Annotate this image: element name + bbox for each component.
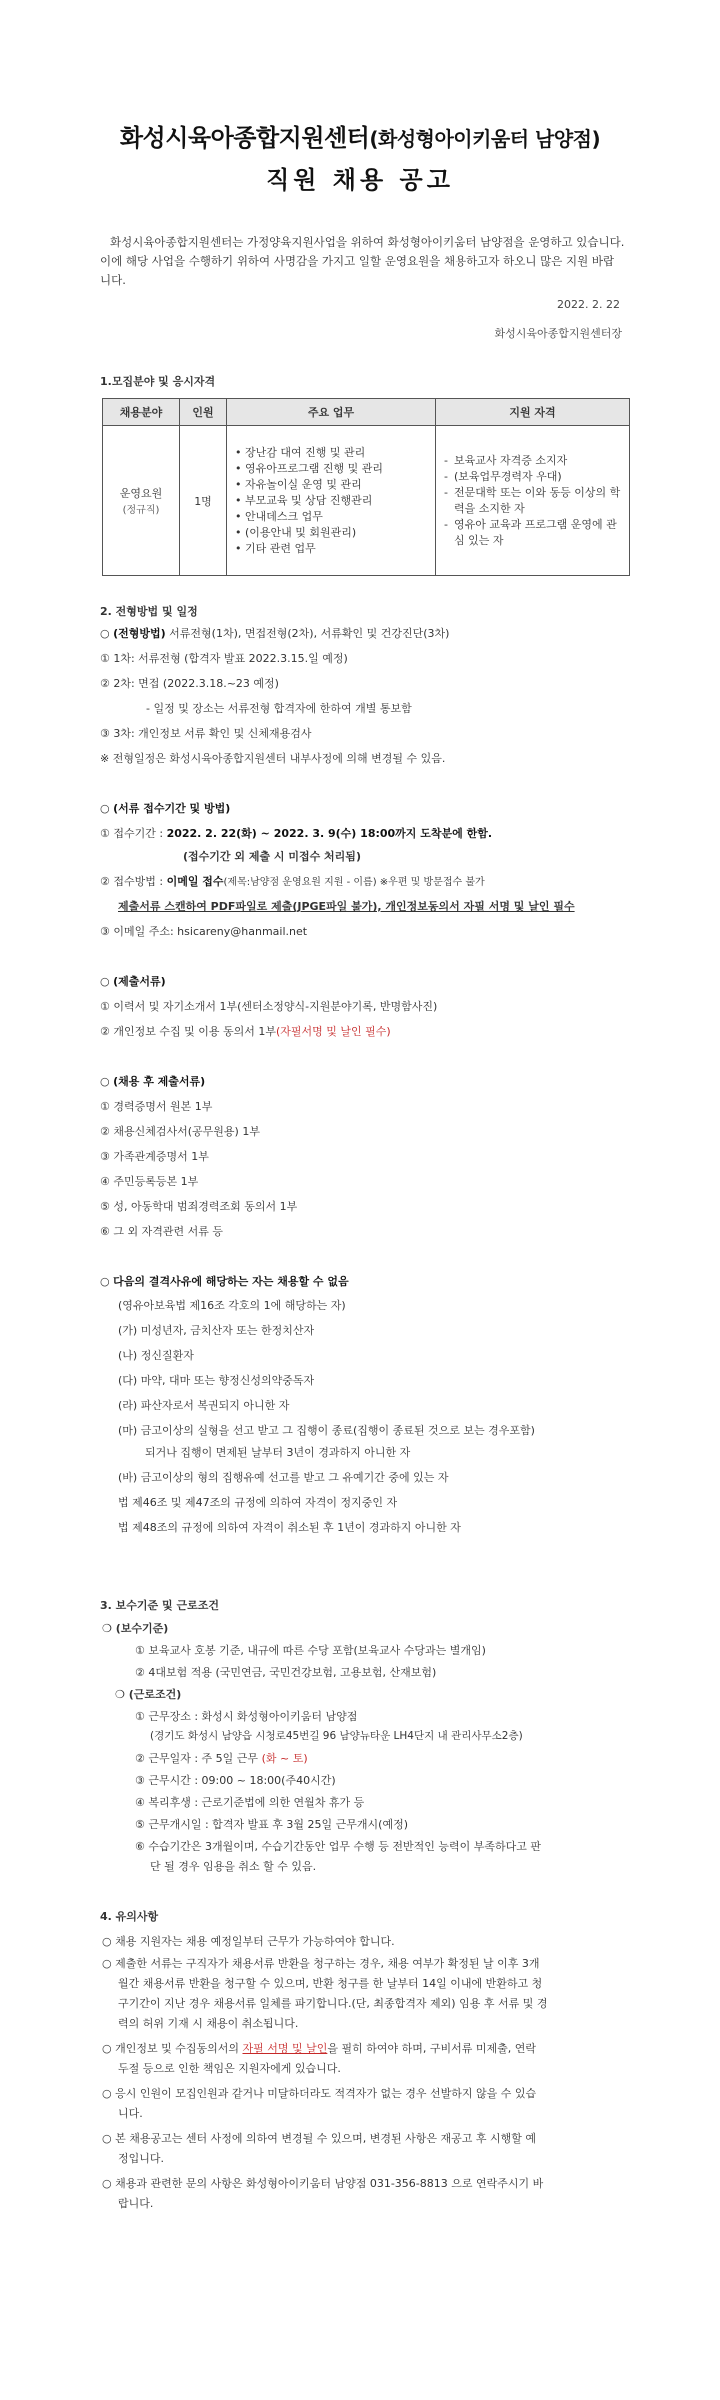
table-header-row <box>103 399 630 426</box>
table-header: 채용분야 <box>103 399 180 426</box>
text: 을 필히 하여야 하며, 구비서류 미제출, 연락 <box>327 2042 536 2055</box>
screening-method <box>100 625 449 641</box>
screening-note: ※ 전형일정은 화성시육아종합지원센터 내부사정에 의해 변경될 수 있음. <box>100 752 446 765</box>
document-item: ① 이력서 및 자기소개서 1부(센터소정양식-지원분야기록, 반명함사진) <box>100 1000 438 1013</box>
list-item: - 보육교사 자격증 소지자 <box>454 453 625 469</box>
list-item: • 장난감 대여 진행 및 관리 <box>245 445 431 461</box>
bullet: ○ <box>100 1275 114 1288</box>
bullet: ○ <box>100 1075 114 1088</box>
note-item: 니다. <box>118 2107 143 2120</box>
note-item: 랍니다. <box>118 2197 154 2210</box>
value: 이메일 접수 <box>166 875 224 888</box>
table-header: 지원 자격 <box>436 399 630 426</box>
list-item: (나) 정신질환자 <box>118 1349 194 1362</box>
submission-warning: 제출서류 스캔하여 PDF파일로 제출(JPGE파일 불가), 개인정보동의서 자필 서명 및 날인 필수 <box>118 900 575 913</box>
note-item: ○ 채용 지원자는 채용 예정일부터 근무가 가능하여야 합니다. <box>102 1935 395 1948</box>
list-item: - 전문대학 또는 이와 동등 이상의 학력을 소지한 자 <box>454 485 625 517</box>
duties-cell <box>227 426 436 576</box>
label: (채용 후 제출서류) <box>113 1075 206 1088</box>
list-item: ② 채용신체검사서(공무원용) 1부 <box>100 1125 260 1138</box>
title-sub: (화성형아이키움터 남양점) <box>369 127 601 151</box>
list-item: 법 제48조의 규정에 의하여 자격이 취소된 후 1년이 경과하지 아니한 자 <box>118 1521 461 1534</box>
list-item: (가) 미성년자, 금치산자 또는 한정치산자 <box>118 1324 315 1337</box>
list-item: ④ 주민등록등본 1부 <box>100 1175 199 1188</box>
screening-step: ① 1차: 서류전형 (합격자 발표 2022.3.15.일 예정) <box>100 652 348 665</box>
note-item: ○ 응시 인원이 모집인원과 같거나 미달하더라도 적격자가 없는 경우 선발하지 않을 수 있습 <box>102 2087 537 2100</box>
list-item: 되거나 집행이 면제된 날부터 3년이 경과하지 아니한 자 <box>145 1446 411 1459</box>
document-item <box>100 1023 391 1039</box>
required-note: 자필 서명 및 날인 <box>242 2042 328 2055</box>
list-item: • 기타 관련 업무 <box>245 541 431 557</box>
list-item: • 안내데스크 업무 <box>245 509 431 525</box>
count-cell: 1명 <box>180 426 227 576</box>
field-name: 운영요원 <box>119 487 163 500</box>
list-item: (경기도 화성시 남양읍 시청로45번길 96 남양뉴타운 LH4단지 내 관리사무소2층) <box>150 1730 523 1742</box>
list-item: (영유아보육법 제16조 각호의 1에 해당하는 자) <box>118 1299 346 1312</box>
post-hire-documents-heading <box>100 1073 205 1089</box>
title-main: 화성시육아종합지원센터 <box>119 124 370 152</box>
note-item <box>102 2040 536 2056</box>
list-item: ① 보육교사 호봉 기준, 내규에 따른 수당 포함(보육교사 수당과는 별개임) <box>135 1644 486 1657</box>
bullet: ○ <box>100 627 114 640</box>
table-header: 주요 업무 <box>227 399 436 426</box>
qualifications-list <box>440 453 625 549</box>
list-item: • 자유놀이실 운영 및 관리 <box>245 477 431 493</box>
label: ② 접수방법 : <box>100 875 167 888</box>
value: 서류전형(1차), 면접전형(2차), 서류확인 및 건강진단(3차) <box>165 627 450 640</box>
required-note: (자필서명 및 날인 필수) <box>275 1025 391 1038</box>
recruitment-table <box>102 398 630 576</box>
duties-list <box>231 445 431 557</box>
table-row <box>103 426 630 576</box>
section1-heading: 1.모집분야 및 응시자격 <box>100 375 216 388</box>
text: ② 근무일자 : 주 5일 근무 <box>135 1752 262 1765</box>
list-item: ⑤ 성, 아동학대 범죄경력조회 동의서 1부 <box>100 1200 298 1213</box>
list-item: ③ 가족관계증명서 1부 <box>100 1150 209 1163</box>
section2-heading: 2. 전형방법 및 일정 <box>100 605 198 618</box>
application-period <box>100 825 492 841</box>
page-title <box>0 118 720 153</box>
bullet: ○ <box>100 802 114 815</box>
bullet: ○ <box>100 975 114 988</box>
list-item: • 부모교육 및 상담 진행관리 <box>245 493 431 509</box>
screening-step: ③ 3차: 개인정보 서류 확인 및 신체재용검사 <box>100 727 312 740</box>
disqualification-heading <box>100 1273 349 1289</box>
note-item: ○ 본 채용공고는 센터 사정에 의하여 변경될 수 있으며, 변경된 사항은 재공고 후 시행할 예 <box>102 2132 536 2145</box>
list-item: ⑤ 근무개시일 : 합격자 발표 후 3월 25일 근무개시(예정) <box>135 1818 409 1831</box>
application-heading <box>100 800 230 816</box>
note-item: ○ 제출한 서류는 구직자가 채용서류 반환을 청구하는 경우, 채용 여부가 확정된 날 이후 3개 <box>102 1957 540 1970</box>
list-item: ⑥ 수습기간은 3개월이며, 수습기간동안 업무 수행 등 전반적인 능력이 부족하다고 판 <box>135 1840 541 1853</box>
list-item: (다) 마약, 대마 또는 향정신성의약중독자 <box>118 1374 315 1387</box>
notice-date: 2022. 2. 22 <box>557 298 620 311</box>
note-item: 력의 허위 기재 시 채용이 취소됩니다. <box>118 2017 299 2030</box>
list-item: ⑥ 그 외 자격관련 서류 등 <box>100 1225 223 1238</box>
note-item: 두절 등으로 인한 책임은 지원자에게 있습니다. <box>118 2062 341 2075</box>
label: (전형방법) <box>113 627 166 640</box>
application-method <box>100 873 485 889</box>
field-cell <box>103 426 180 576</box>
list-item: (마) 금고이상의 실형을 선고 받고 그 집행이 종료(집행이 종료된 것으로 보는 경우포함) <box>118 1424 535 1437</box>
screening-note: - 일정 및 장소는 서류전형 합격자에 한하여 개별 통보함 <box>146 702 412 715</box>
email-address: ③ 이메일 주소: hsicareny@hanmail.net <box>100 925 308 938</box>
field-note: (정규직) <box>122 505 160 516</box>
list-item: ③ 근무시간 : 09:00 ~ 18:00(주40시간) <box>135 1774 336 1787</box>
list-item: ① 경력증명서 원본 1부 <box>100 1100 213 1113</box>
label: ① 접수기간 : <box>100 827 167 840</box>
note-item: 구기간이 지난 경우 채용서류 일체를 파기합니다.(단, 최종합격자 제외) 임용 후 서류 및 경 <box>118 1997 548 2010</box>
list-item: - 영유아 교육과 프로그램 운영에 관심 있는 자 <box>454 517 625 549</box>
text: ② 개인정보 수집 및 이용 동의서 1부 <box>100 1025 276 1038</box>
value: 2022. 2. 22(화) ~ 2022. 3. 9(수) 18:00까지 도착분에 한함. <box>166 827 493 840</box>
list-item: (바) 금고이상의 형의 집행유예 선고를 받고 그 유예기간 중에 있는 자 <box>118 1471 449 1484</box>
qualifications-cell <box>436 426 630 576</box>
text: ○ 개인정보 및 수집동의서의 <box>102 2042 243 2055</box>
list-item <box>135 1750 308 1766</box>
section3-heading: 3. 보수기준 및 근로조건 <box>100 1599 219 1612</box>
intro-paragraph: 화성시육아종합지원센터는 가정양육지원사업을 위하여 화성형아이키움터 남양점을 운영하고 있습니다. 이에 해당 사업을 수행하기 위하여 사명감을 가지고 일할 운영요원을 채용하고자 하오니 많은 지원 바랍니다. <box>100 235 625 287</box>
list-item: (라) 파산자로서 복권되지 아니한 자 <box>118 1399 290 1412</box>
note-item: 정입니다. <box>118 2152 165 2165</box>
label: (제출서류) <box>113 975 166 988</box>
label: (서류 접수기간 및 방법) <box>113 802 231 815</box>
list-item <box>454 469 625 485</box>
list-item: • 영유아프로그램 진행 및 관리 <box>245 461 431 477</box>
note: (제목:남양점 운영요원 지원 - 이름) ※우편 및 방문접수 불가 <box>223 877 485 888</box>
screening-step: ② 2차: 면접 (2022.3.18.~23 예정) <box>100 677 279 690</box>
list-item: 단 될 경우 임용을 취소 할 수 있음. <box>150 1860 317 1873</box>
list-item: ④ 복리후생 : 근로기준법에 의한 연월차 휴가 등 <box>135 1796 365 1809</box>
list-item: ② 4대보험 적용 (국민연금, 국민건강보험, 고용보험, 산재보험) <box>135 1666 437 1679</box>
list-item-text: (보육업무경력자 우대) <box>454 469 562 483</box>
section4-heading: 4. 유의사항 <box>100 1910 159 1923</box>
salary-heading: ❍ (보수기준) <box>102 1622 169 1635</box>
note-item: ○ 채용과 관련한 문의 사항은 화성형아이키움터 남양점 031-356-8813 으로 연락주시기 바 <box>102 2177 544 2190</box>
label: 다음의 결격사유에 해당하는 자는 채용할 수 없음 <box>113 1275 349 1288</box>
organization-signature: 화성시육아종합지원센터장 <box>494 327 622 340</box>
table-header: 인원 <box>180 399 227 426</box>
note-item: 월간 채용서류 반환을 청구할 수 있으며, 반환 청구를 한 날부터 14일 이내에 반환하고 청 <box>118 1977 543 1990</box>
page-subtitle: 직원 채용 공고 <box>266 166 454 194</box>
application-period-note: (접수기간 외 제출 시 미접수 처리됨) <box>183 850 361 863</box>
list-item <box>245 525 431 541</box>
list-item-text: (이용안내 및 회원관리) <box>245 525 357 539</box>
documents-heading <box>100 973 166 989</box>
conditions-heading: ❍ (근로조건) <box>115 1688 182 1701</box>
work-days: (화 ~ 토) <box>261 1752 308 1765</box>
list-item: 법 제46조 및 제47조의 규정에 의하여 자격이 정지중인 자 <box>118 1496 398 1509</box>
list-item: ① 근무장소 : 화성시 화성형아이키움터 남양점 <box>135 1710 358 1723</box>
